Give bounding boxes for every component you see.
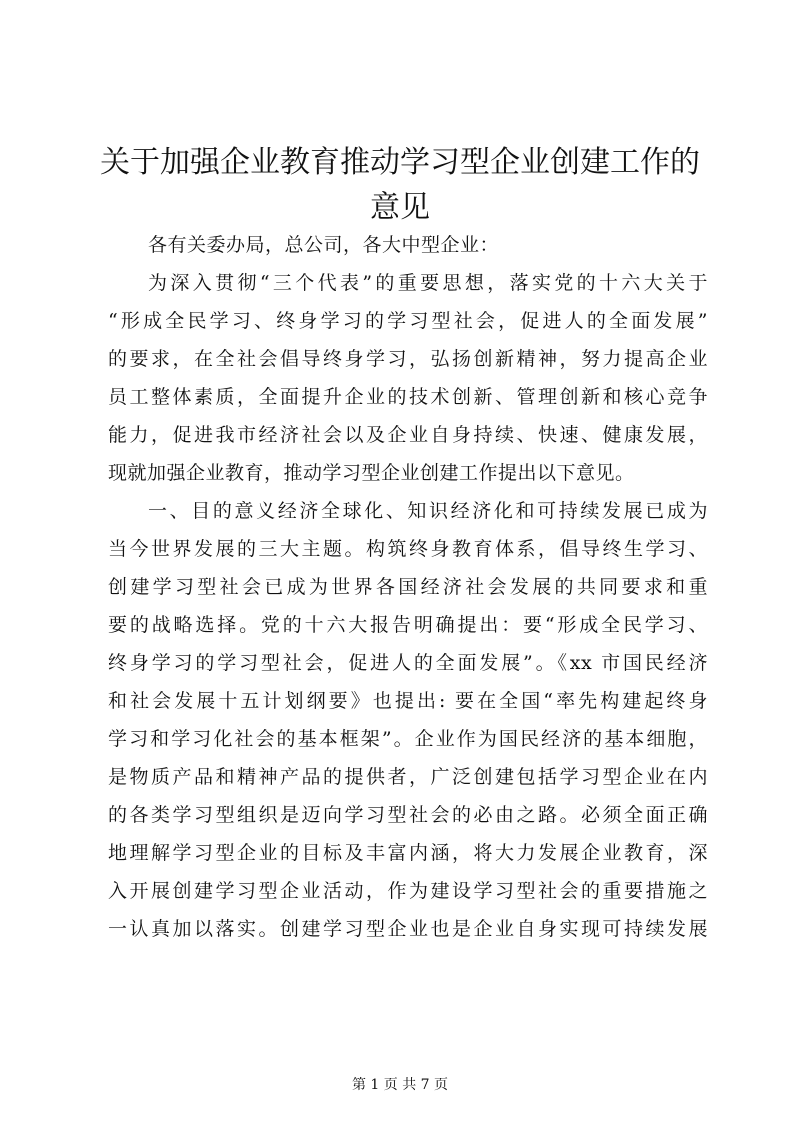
body-line: 员工整体素质，全面提升企业的技术创新、管理创新和核心竞争 (108, 386, 708, 408)
title-line-2: 意见 (370, 190, 430, 225)
body-line: 的各类学习型组织是迈向学习型社会的必由之路。必须全面正确 (108, 804, 708, 826)
body-line: 创建学习型社会已成为世界各国经济社会发展的共同要求和重 (108, 576, 708, 598)
body-line: 学习和学习化社会的基本框架”。企业作为国民经济的基本细胞， (108, 728, 708, 750)
body-line: 能力，促进我市经济社会以及企业自身持续、快速、健康发展， (108, 424, 708, 446)
body-line: 是物质产品和精神产品的提供者，广泛创建包括学习型企业在内 (108, 766, 708, 788)
page-footer: 第 1 页 共 7 页 (351, 1077, 449, 1093)
body-line: 一认真加以落实。创建学习型企业也是企业自身实现可持续发展 (108, 918, 708, 940)
salutation-line: 各有关委办局，总公司，各大中型企业： (148, 234, 500, 256)
body-line: “形成全民学习、终身学习的学习型社会，促进人的全面发展” (108, 310, 708, 332)
body-line: 现就加强企业教育，推动学习型企业创建工作提出以下意见。 (108, 462, 635, 484)
body-line: 终身学习的学习型社会，促进人的全面发展”。《xx 市国民经济 (108, 652, 708, 674)
document-title (100, 140, 700, 230)
section-heading-line: 一、目的意义经济全球化、知识经济化和可持续发展已成为 (148, 500, 708, 522)
body-line: 的要求，在全社会倡导终身学习，弘扬创新精神，努力提高企业 (108, 348, 708, 370)
body-line: 为深入贯彻“三个代表”的重要思想，落实党的十六大关于 (148, 272, 708, 294)
body-line: 当今世界发展的三大主题。构筑终身教育体系，倡导终生学习、 (108, 538, 708, 560)
body-line: 和社会发展十五计划纲要》也提出: 要在全国“率先构建起终身 (108, 690, 708, 712)
body-line: 要的战略选择。党的十六大报告明确提出：要“形成全民学习、 (108, 614, 708, 636)
body-line: 地理解学习型企业的目标及丰富内涵，将大力发展企业教育，深 (108, 842, 708, 864)
body-line: 入开展创建学习型企业活动，作为建设学习型社会的重要措施之 (108, 880, 708, 902)
document-body (108, 226, 708, 948)
title-line-1: 关于加强企业教育推动学习型企业创建工作的 (100, 145, 700, 180)
